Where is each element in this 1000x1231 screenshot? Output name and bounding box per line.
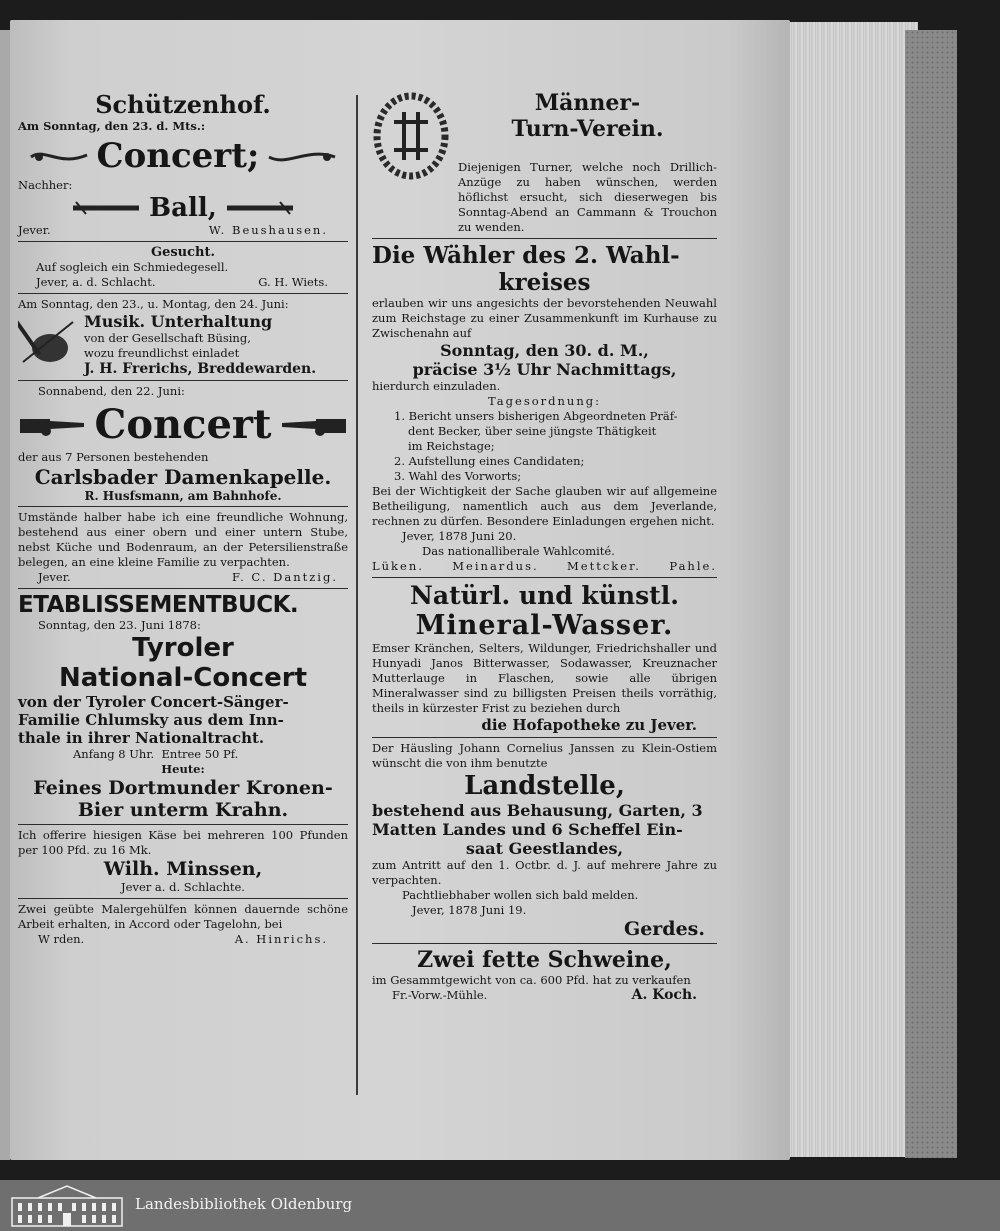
- ad-title: Männer-: [534, 90, 641, 116]
- ad-title: Turn-Verein.: [511, 116, 664, 142]
- rule: [18, 824, 348, 825]
- ad-landstelle: [372, 741, 717, 940]
- ad-committee: Das nationalliberale Wahlcomité.: [422, 544, 615, 558]
- ad-title: Schützenhof.: [95, 90, 271, 119]
- ad-mineral: [372, 581, 717, 734]
- ad-etablissement: [18, 592, 348, 821]
- rule: [18, 241, 348, 242]
- book-fore-edge: [768, 22, 918, 1157]
- ad-title: Mineral-Wasser.: [415, 610, 674, 641]
- ad-text: hierdurch einzuladen.: [372, 379, 501, 393]
- ad-signature: F. C. Dantzig.: [231, 570, 338, 584]
- agenda-item: 1. Bericht unsers bisherigen Abgeordneten Präf-: [394, 409, 678, 423]
- rule: [372, 943, 717, 944]
- ad-title: Concert: [94, 401, 272, 448]
- ad-national-concert: National-Concert: [58, 663, 307, 693]
- ad-title: Landstelle,: [464, 771, 625, 801]
- ad-line: der aus 7 Personen bestehenden: [18, 450, 209, 464]
- violin-icon: [18, 312, 78, 372]
- ornament-left-icon: [71, 199, 141, 217]
- ad-line: von der Tyroler Concert-Sänger-: [18, 693, 289, 711]
- ad-text: Der Häusling Johann Cornelius Janssen zu Klein-Ostiem wünscht die von ihm benutzte: [372, 741, 717, 770]
- ad-place: Fr.-Vorw.-Mühle.: [392, 988, 488, 1002]
- ad-line: Matten Landes und 6 Scheffel Ein-: [372, 820, 683, 839]
- ad-text: Umstände halber habe ich eine freundliche Wohnung, bestehend aus einer obern und einer untern Stube, nebst Küche und Bodenraum, an der Petersilienstraße belegen, an eine kleine Familie zu verpachten.: [18, 510, 348, 569]
- ad-bier: Feines Dortmunder Kronen-: [33, 777, 333, 799]
- ad-title: ETABLISSEMENTBUCK.: [18, 592, 299, 618]
- ad-line: saat Geestlandes,: [465, 839, 624, 858]
- ad-signature: W. Beushausen.: [208, 223, 328, 237]
- left-column: [18, 90, 348, 947]
- ad-place: Jever, 1878 Juni 20.: [402, 529, 517, 543]
- ad-concert: Concert;: [96, 136, 260, 176]
- ad-text: zum Antritt auf den 1. Octbr. d. J. auf mehrere Jahre zu verpachten.: [372, 858, 717, 887]
- ad-line: wozu freundlichst einladet: [84, 346, 240, 360]
- rule: [18, 380, 348, 381]
- turner-cross-wreath-icon: [372, 90, 450, 182]
- ad-schuetzenhof: [18, 90, 348, 238]
- signatory: Mettcker.: [567, 559, 641, 573]
- book-cover: [905, 30, 957, 1158]
- ad-title: Musik. Unterhaltung: [84, 312, 273, 331]
- ad-signature: die Hofapotheke zu Jever.: [481, 716, 697, 734]
- column-divider: [356, 95, 358, 1095]
- ad-signature: Wilh. Minssen,: [103, 858, 263, 880]
- signatory: Meinardus.: [452, 559, 539, 573]
- ad-text: Zwei geübte Malergehülfen können dauernde schöne Arbeit erhalten, in Accord oder Tagelohn, bei: [18, 902, 348, 931]
- ad-signature: J. H. Frerichs, Breddewarden.: [84, 361, 317, 377]
- ad-place: Jever.: [38, 570, 71, 584]
- ad-text: Bei der Wichtigkeit der Sache glauben wir auf allgemeine Betheiligung, namentlich auch aus dem Jeverlande, rechnen zu dürfen. Besondere Einladungen ergehen nicht.: [372, 484, 717, 528]
- ad-text: Emser Kränchen, Selters, Wildunger, Friedrichshaller und Hunyadi Janos Bitterwasser, Sodawasser, Kreuznacher Mutterlauge in Flaschen, sowie alle übrigen Mineralwasser sind zu billigsten Preisen theils vorräthig, theils in kürzester Frist zu beziehen durch: [372, 641, 717, 715]
- ad-werden: W rden.: [38, 932, 85, 946]
- ad-turnverein: [372, 90, 717, 235]
- agenda-item: 2. Aufstellung eines Candidaten;: [394, 454, 585, 468]
- ad-text: Auf sogleich ein Schmiedegesell.: [36, 260, 229, 274]
- signatory: Pahle.: [669, 559, 717, 573]
- ad-line: von der Gesellschaft Büsing,: [84, 331, 251, 345]
- ad-text: Ich offerire hiesigen Käse bei mehreren 100 Pfunden per 100 Pfd. zu 16 Mk.: [18, 828, 348, 857]
- ad-date: Sonnabend, den 22. Juni:: [38, 384, 185, 398]
- ad-wohnung: [18, 510, 348, 585]
- ad-waehler: [372, 242, 717, 574]
- ad-text: im Gesammtgewicht von ca. 600 Pfd. hat zu verkaufen: [372, 973, 691, 987]
- ad-signature: Gerdes.: [623, 918, 705, 940]
- ad-date: Sonntag, den 23. Juni 1878:: [38, 618, 201, 632]
- ad-heute: Heute:: [161, 762, 205, 776]
- agenda-item: dent Becker, über seine jüngste Thätigkeit: [408, 424, 657, 438]
- ad-title: Gesucht.: [150, 245, 216, 260]
- ad-maler: [18, 902, 348, 947]
- ad-bier: Bier unterm Krahn.: [77, 799, 289, 821]
- ad-anfang: Anfang 8 Uhr.: [73, 747, 155, 761]
- ornament-right-icon: [267, 145, 337, 167]
- rule: [372, 238, 717, 239]
- agenda-item: im Reichstage;: [408, 439, 495, 453]
- ad-date: präcise 3½ Uhr Nachmittags,: [412, 360, 677, 379]
- ornament-left-icon: [29, 145, 89, 167]
- ad-nachher: Nachher:: [18, 178, 73, 192]
- ad-concert: [18, 384, 348, 503]
- ornament-right-icon: [225, 199, 295, 217]
- ad-signature: G. H. Wiets.: [258, 275, 328, 289]
- ad-signature: A. Koch.: [631, 987, 697, 1003]
- ad-text: Diejenigen Turner, welche noch Drillich-Anzüge zu haben wünschen, werden höflichst ersucht, sich dieserwegen bis Sonntag-Abend an Cammann & Trouchon zu wenden.: [458, 160, 717, 234]
- rule: [372, 577, 717, 578]
- right-column: [372, 90, 717, 1003]
- signatory: Lüken.: [372, 559, 424, 573]
- ad-kaese: [18, 828, 348, 895]
- ad-ball: Ball,: [149, 193, 217, 223]
- ad-title: Zwei fette Schweine,: [417, 947, 672, 973]
- ad-text: Pachtliebhaber wollen sich bald melden.: [402, 888, 639, 902]
- ad-date: Sonntag, den 30. d. M.,: [440, 341, 649, 360]
- rule: [18, 293, 348, 294]
- ad-title: Natürl. und künstl.: [410, 581, 679, 610]
- ad-entree: Entree 50 Pf.: [161, 747, 239, 761]
- agenda-item: 3. Wahl des Vorworts;: [394, 469, 522, 483]
- rule: [18, 506, 348, 507]
- ad-date: Am Sonntag, den 23. d. Mts.:: [18, 119, 206, 133]
- rule: [18, 588, 348, 589]
- ad-line: thale in ihrer Nationaltracht.: [18, 729, 265, 747]
- ad-text: erlauben wir uns angesichts der bevorstehenden Neuwahl zum Reichstage zu einer Zusammenkunft im Kurhause zu Zwischenahn auf: [372, 296, 717, 340]
- ad-schweine: [372, 947, 717, 1003]
- ad-band: Carlsbader Damenkapelle.: [34, 465, 332, 489]
- ad-title: kreises: [498, 269, 591, 296]
- ad-tagesordnung: Tagesordnung:: [488, 394, 601, 408]
- ad-place: Jever, 1878 Juni 19.: [412, 903, 527, 917]
- rule: [18, 898, 348, 899]
- library-building-logo-icon: [8, 1184, 126, 1228]
- pointing-hand-left-icon: [278, 413, 348, 437]
- ad-title: Die Wähler des 2. Wahl-: [372, 242, 680, 269]
- ad-place: Jever a. d. Schlachte.: [121, 880, 245, 894]
- ad-signature: R. Husfsmann, am Bahnhofe.: [84, 489, 282, 503]
- pointing-hand-right-icon: [18, 413, 88, 437]
- ad-place: Jever, a. d. Schlacht.: [36, 275, 156, 289]
- ad-musik: [18, 297, 348, 377]
- rule: [372, 737, 717, 738]
- ad-line: Familie Chlumsky aus dem Inn-: [18, 711, 284, 729]
- ad-place: Jever.: [18, 223, 51, 237]
- library-name[interactable]: Landesbibliothek Oldenburg: [135, 1195, 353, 1213]
- previous-page-edge: [0, 30, 10, 1160]
- ad-gesucht: [18, 245, 348, 290]
- ad-signature: A. Hinrichs.: [234, 932, 328, 946]
- ad-date: Am Sonntag, den 23., u. Montag, den 24. Juni:: [18, 297, 289, 311]
- ad-line: bestehend aus Behausung, Garten, 3: [372, 801, 703, 820]
- ad-tyroler: Tyroler: [132, 633, 234, 663]
